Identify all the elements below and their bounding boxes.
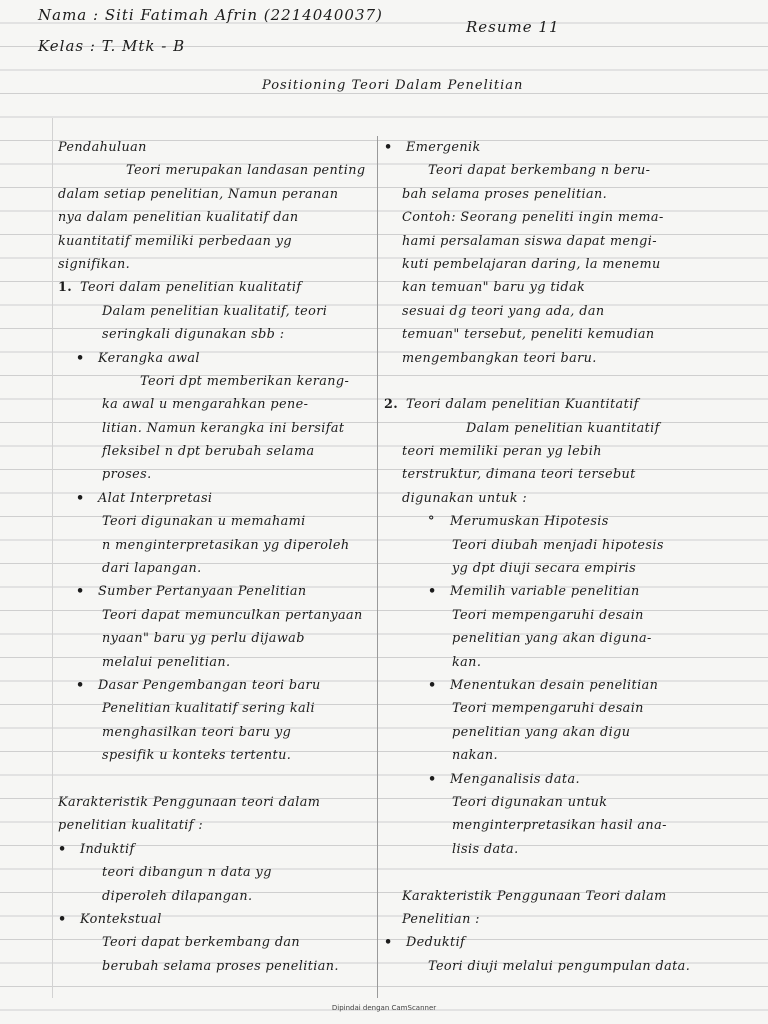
note-text: kan temuan" baru yg tidak bbox=[402, 280, 586, 296]
bullet-marker: • bbox=[76, 677, 85, 693]
note-text: nya dalam penelitian kualitatif dan bbox=[58, 210, 299, 226]
note-text: Karakteristik Penggunaan Teori dalam bbox=[402, 888, 667, 904]
note-line bbox=[384, 534, 760, 557]
note-text: kuantitatif memiliki perbedaan yg bbox=[58, 233, 292, 249]
note-line bbox=[384, 393, 760, 416]
note-text: Sumber Pertanyaan Penelitian bbox=[98, 584, 307, 600]
note-line bbox=[384, 206, 760, 229]
note-line bbox=[384, 931, 760, 954]
note-text: Teori dapat berkembang n beru- bbox=[428, 163, 651, 179]
note-text: Dalam penelitian kualitatif, teori bbox=[102, 303, 328, 319]
note-line bbox=[58, 323, 372, 346]
note-text: Deduktif bbox=[406, 935, 466, 951]
note-text: digunakan untuk : bbox=[402, 490, 528, 506]
note-text: Teori dapat memunculkan pertanyaan bbox=[102, 607, 363, 623]
note-line bbox=[58, 440, 372, 463]
note-line bbox=[58, 955, 372, 978]
note-text: Contoh: Seorang peneliti ingin mema- bbox=[402, 210, 664, 226]
note-line bbox=[384, 744, 760, 767]
note-text: Memilih variable penelitian bbox=[450, 584, 640, 600]
note-line bbox=[384, 721, 760, 744]
note-line bbox=[58, 206, 372, 229]
note-line bbox=[58, 300, 372, 323]
note-text: fleksibel n dpt berubah selama bbox=[102, 444, 315, 460]
bullet-marker: • bbox=[428, 771, 437, 787]
note-line bbox=[384, 674, 760, 697]
note-line bbox=[384, 347, 760, 370]
note-text: penelitian yang akan diguna- bbox=[452, 631, 652, 647]
note-line bbox=[384, 136, 760, 159]
note-line bbox=[58, 674, 372, 697]
note-text: Teori diubah menjadi hipotesis bbox=[452, 537, 664, 553]
note-text: melalui penelitian. bbox=[102, 654, 231, 670]
note-line bbox=[384, 627, 760, 650]
bullet-marker: • bbox=[76, 584, 85, 600]
bullet-marker: • bbox=[428, 677, 437, 693]
note-line bbox=[58, 651, 372, 674]
note-text: hami persalaman siswa dapat mengi- bbox=[402, 233, 657, 249]
note-text: Menentukan desain penelitian bbox=[450, 677, 659, 693]
note-line bbox=[58, 791, 372, 814]
note-text: sesuai dg teori yang ada, dan bbox=[402, 303, 605, 319]
note-line bbox=[58, 861, 372, 884]
note-line bbox=[58, 557, 372, 580]
note-line bbox=[384, 651, 760, 674]
note-line bbox=[58, 347, 372, 370]
note-text: menghasilkan teori baru yg bbox=[102, 724, 292, 740]
note-line bbox=[58, 908, 372, 931]
note-text: Penelitian : bbox=[402, 911, 480, 927]
note-text: kan. bbox=[452, 654, 482, 670]
note-text: dalam setiap penelitian, Namun peranan bbox=[58, 186, 339, 202]
note-line bbox=[58, 183, 372, 206]
note-line bbox=[58, 510, 372, 533]
note-line bbox=[58, 721, 372, 744]
note-text: Merumuskan Hipotesis bbox=[450, 514, 609, 530]
note-text: ka awal u mengarahkan pene- bbox=[102, 397, 309, 413]
right-column bbox=[384, 136, 760, 978]
note-text: proses. bbox=[102, 467, 152, 483]
note-text: Karakteristik Penggunaan teori dalam bbox=[58, 794, 321, 810]
note-text: Dasar Pengembangan teori baru bbox=[98, 677, 321, 693]
note-text: nyaan" baru yg perlu dijawab bbox=[102, 631, 305, 647]
note-text: nakan. bbox=[452, 748, 498, 764]
note-line bbox=[58, 885, 372, 908]
note-text: signifikan. bbox=[58, 256, 131, 272]
bullet-marker: ° bbox=[428, 514, 435, 530]
note-line bbox=[384, 159, 760, 182]
note-text: terstruktur, dimana teori tersebut bbox=[402, 467, 636, 483]
column-divider bbox=[377, 136, 378, 998]
note-text: Induktif bbox=[80, 841, 135, 857]
note-text: Teori dapat berkembang dan bbox=[102, 935, 301, 951]
note-text: penelitian yang akan digu bbox=[452, 724, 631, 740]
margin-line bbox=[52, 118, 53, 998]
note-line bbox=[58, 276, 372, 299]
note-text: Alat Interpretasi bbox=[98, 490, 213, 506]
note-text: Teori dalam penelitian Kuantitatif bbox=[406, 397, 639, 413]
bullet-marker: 1. bbox=[58, 280, 73, 296]
note-line bbox=[58, 534, 372, 557]
note-line bbox=[384, 908, 760, 931]
note-text: Teori digunakan u memahami bbox=[102, 514, 306, 530]
note-line bbox=[384, 440, 760, 463]
note-line bbox=[384, 253, 760, 276]
note-line bbox=[384, 487, 760, 510]
note-line bbox=[384, 697, 760, 720]
note-text: teori memiliki peran yg lebih bbox=[402, 444, 602, 460]
note-line bbox=[58, 697, 372, 720]
page-title: Positioning Teori Dalam Penelitian bbox=[262, 78, 524, 93]
note-line bbox=[384, 885, 760, 908]
note-line bbox=[384, 814, 760, 837]
student-class: Kelas : T. Mtk - B bbox=[38, 37, 186, 55]
bullet-marker: • bbox=[58, 841, 67, 857]
resume-number: Resume 11 bbox=[466, 18, 560, 36]
note-text: Emergenik bbox=[406, 140, 481, 155]
bullet-marker: • bbox=[76, 350, 85, 366]
note-text: Teori digunakan untuk bbox=[452, 794, 608, 810]
note-text: bah selama proses penelitian. bbox=[402, 186, 608, 202]
note-text: litian. Namun kerangka ini bersifat bbox=[102, 420, 345, 436]
note-text: mengembangkan teori baru. bbox=[402, 350, 597, 366]
note-text: Teori diuji melalui pengumpulan data. bbox=[428, 958, 691, 974]
note-line bbox=[58, 463, 372, 486]
note-text: Penelitian kualitatif sering kali bbox=[102, 701, 316, 717]
note-line bbox=[58, 931, 372, 954]
note-text: berubah selama proses penelitian. bbox=[102, 958, 339, 974]
note-text: diperoleh dilapangan. bbox=[102, 888, 253, 904]
note-line bbox=[58, 627, 372, 650]
note-line bbox=[384, 838, 760, 861]
note-line bbox=[384, 300, 760, 323]
note-line bbox=[384, 768, 760, 791]
note-text: menginterpretasikan hasil ana- bbox=[452, 818, 667, 834]
note-text: Pendahuluan bbox=[58, 140, 147, 155]
note-line bbox=[384, 230, 760, 253]
note-line bbox=[58, 838, 372, 861]
bullet-marker: • bbox=[58, 911, 67, 927]
note-text: Teori mempengaruhi desain bbox=[452, 607, 644, 623]
note-line bbox=[384, 276, 760, 299]
note-text: spesifik u konteks tertentu. bbox=[102, 748, 292, 764]
note-line bbox=[58, 393, 372, 416]
note-line bbox=[58, 159, 372, 182]
note-line bbox=[384, 604, 760, 627]
note-line bbox=[384, 955, 760, 978]
note-line bbox=[58, 768, 372, 791]
note-text: teori dibangun n data yg bbox=[102, 865, 272, 881]
note-text: Teori dpt memberikan kerang- bbox=[140, 373, 350, 389]
bullet-marker: • bbox=[428, 584, 437, 600]
note-line bbox=[58, 744, 372, 767]
note-line bbox=[384, 323, 760, 346]
note-line bbox=[58, 230, 372, 253]
note-line bbox=[384, 861, 760, 884]
note-line bbox=[58, 604, 372, 627]
note-line bbox=[384, 417, 760, 440]
note-text: Kontekstual bbox=[80, 911, 162, 927]
note-line bbox=[384, 510, 760, 533]
note-line bbox=[384, 183, 760, 206]
note-text: Teori merupakan landasan penting bbox=[126, 163, 366, 179]
note-line bbox=[58, 487, 372, 510]
note-text: Menganalisis data. bbox=[450, 771, 580, 787]
note-line bbox=[58, 814, 372, 837]
note-text: Dalam penelitian kuantitatif bbox=[466, 420, 660, 436]
note-text: Teori dalam penelitian kualitatif bbox=[80, 280, 302, 296]
left-column bbox=[58, 136, 372, 978]
note-line bbox=[58, 417, 372, 440]
note-line bbox=[58, 136, 372, 159]
bullet-marker: 2. bbox=[384, 397, 399, 413]
note-text: Kerangka awal bbox=[98, 350, 200, 366]
note-text: kuti pembelajaran daring, la menemu bbox=[402, 256, 661, 272]
bullet-marker: • bbox=[76, 490, 85, 506]
note-line bbox=[384, 791, 760, 814]
bullet-marker: • bbox=[384, 935, 393, 951]
note-line bbox=[58, 370, 372, 393]
note-text: penelitian kualitatif : bbox=[58, 818, 204, 834]
note-text: lisis data. bbox=[452, 841, 519, 857]
note-line bbox=[58, 253, 372, 276]
note-line bbox=[58, 580, 372, 603]
note-line bbox=[384, 580, 760, 603]
note-line bbox=[384, 557, 760, 580]
note-text: temuan" tersebut, peneliti kemudian bbox=[402, 327, 655, 343]
student-name: Nama : Siti Fatimah Afrin (2214040037) bbox=[38, 6, 383, 24]
note-text: n menginterpretasikan yg diperoleh bbox=[102, 537, 350, 553]
scanner-watermark: Dipindai dengan CamScanner bbox=[331, 1004, 437, 1012]
note-text: dari lapangan. bbox=[102, 561, 202, 577]
note-line bbox=[384, 370, 760, 393]
bullet-marker: • bbox=[384, 140, 393, 155]
note-text: Teori mempengaruhi desain bbox=[452, 701, 644, 717]
note-text: yg dpt diuji secara empiris bbox=[452, 561, 637, 577]
note-text: seringkali digunakan sbb : bbox=[102, 327, 285, 343]
note-line bbox=[384, 463, 760, 486]
